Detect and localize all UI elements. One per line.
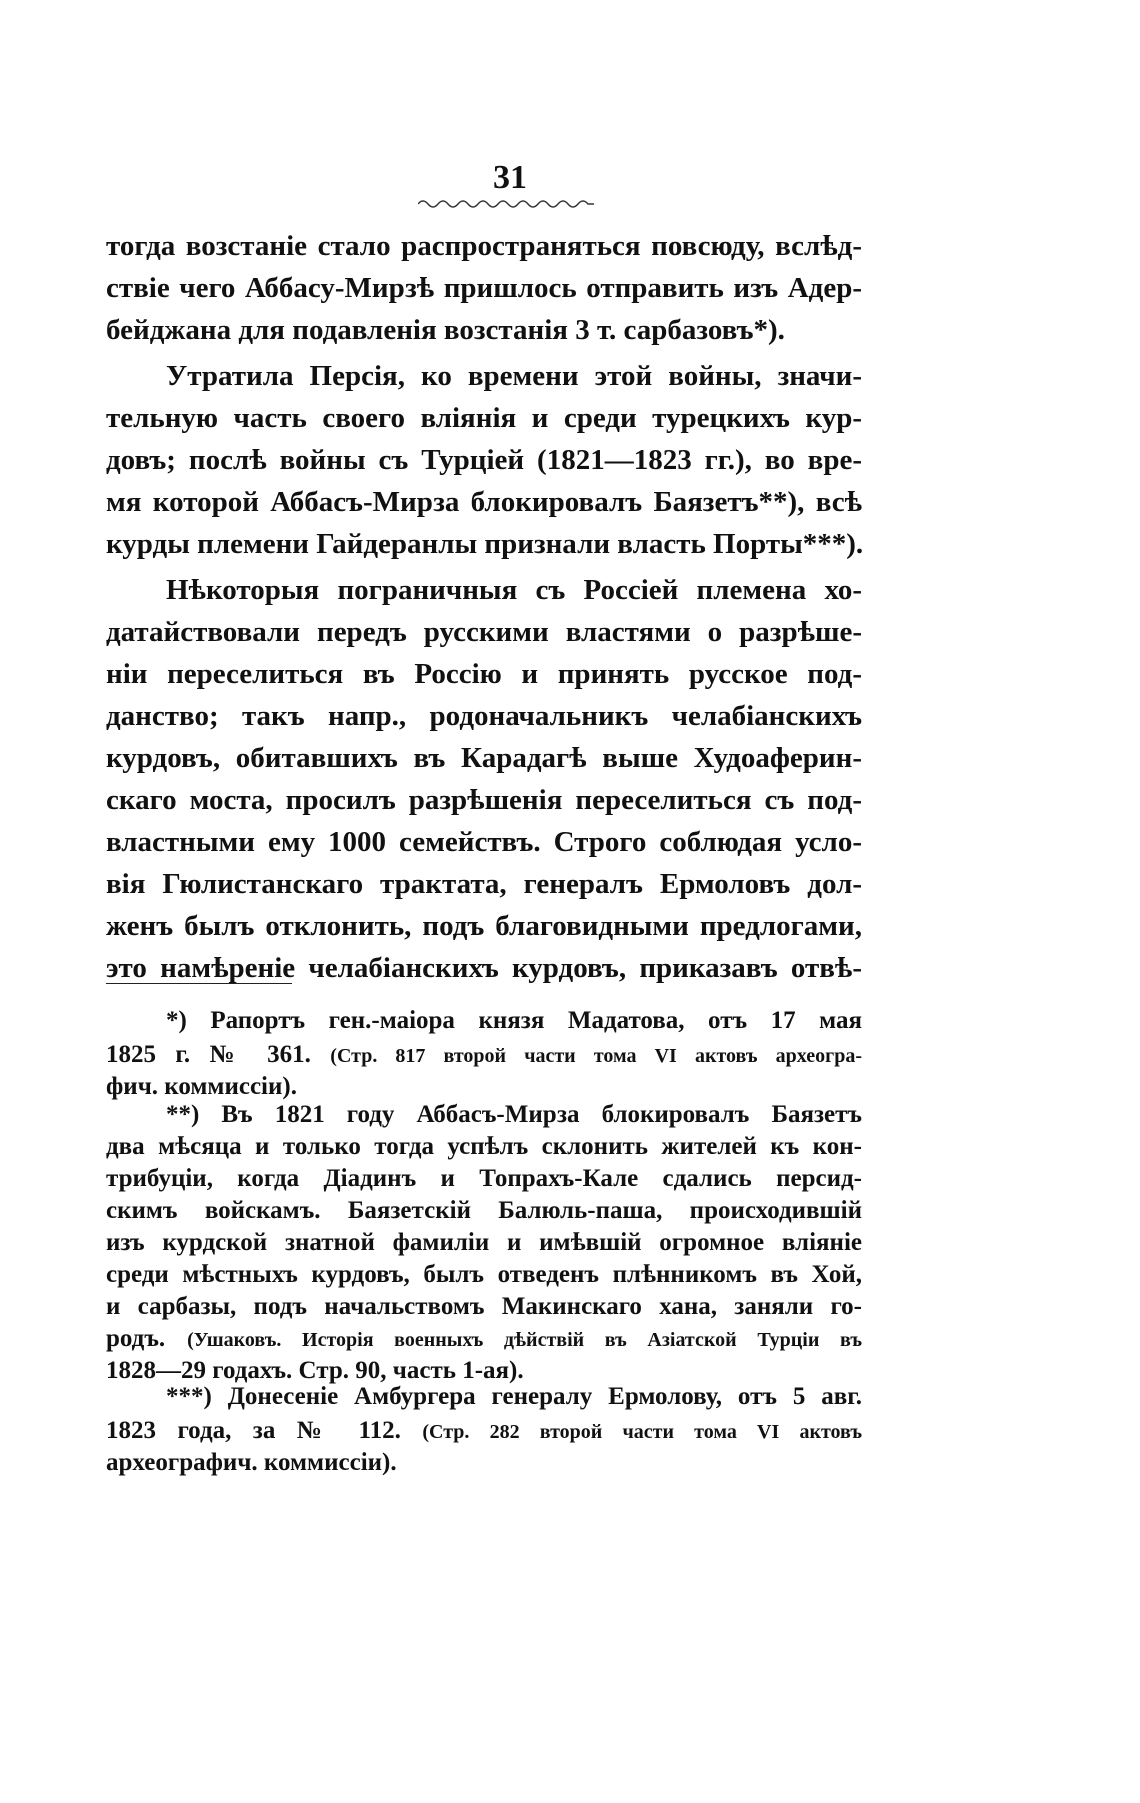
footnote-line-small: (Ушаковъ. Исторія военныхъ дѣйствій въ Азіатской Турціи въ [187,1329,862,1351]
body-line: данство; такъ напр., родоначальникъ челабіанскихъ [106,700,862,732]
footnote-line: изъ курдской знатной фамиліи и имѣвшій огромное вліяніе [106,1229,862,1256]
body-line: довъ; послѣ войны съ Турціей (1821—1823 гг.), во вре- [106,444,862,476]
footnote-line: 1828—29 годахъ. Стр. 90, часть 1-ая). [106,1357,524,1384]
footnote-line: и сарбазы, подъ начальствомъ Макинскаго хана, заняли го- [106,1293,862,1320]
footnote-line: *) Рапортъ ген.-маіора князя Мадатова, отъ 17 мая [166,1007,862,1034]
footnote-line: скимъ войскамъ. Баязетскій Балюль-паша, происходившій [106,1197,862,1224]
body-line: датайствовали передъ русскими властями о разрѣше- [106,616,862,648]
footnote-line [106,1324,862,1355]
footnote-line-small: (Стр. 817 второй части тома VI актовъ археогра- [330,1045,863,1067]
body-line: властными ему 1000 семействъ. Строго соблюдая усло- [106,826,862,858]
footnote-line: археографич. коммиссіи). [106,1449,397,1476]
footnote-line-main: 1823 года, за № 112. [106,1417,401,1444]
footnote-line: фич. коммиссіи). [106,1073,297,1100]
body-line: это намѣреніе челабіанскихъ курдовъ, приказавъ отвѣ- [106,952,862,984]
footnote-line: среди мѣстныхъ курдовъ, былъ отведенъ плѣнникомъ въ Хой, [106,1261,862,1288]
footnote-rule [106,983,292,984]
body-line: курдовъ, обитавшихъ въ Карадагѣ выше Худоаферин- [106,742,862,774]
body-line: скаго моста, просилъ разрѣшенія переселиться съ под- [106,784,862,816]
body-line: ніи переселиться въ Россію и принять русское под- [106,658,862,690]
body-line: тогда возстаніе стало распространяться повсюду, вслѣд- [106,230,862,262]
footnote-line-small: (Стр. 282 второй части тома VI актовъ [422,1421,862,1443]
footnote-line: трибуціи, когда Діадинъ и Топрахъ-Кале сдались персид- [106,1165,862,1192]
body-line: женъ былъ отклонить, подъ благовидными предлогами, [106,910,862,942]
body-line: мя которой Аббасъ-Мирза блокировалъ Баязетъ**), всѣ [106,486,862,518]
page-number-ornament [418,198,594,210]
body-line: ствіе чего Аббасу-Мирзѣ пришлось отправить изъ Адер- [106,272,862,304]
body-line: вія Гюлистанскаго трактата, генералъ Ермоловъ дол- [106,868,862,900]
body-line: тельную часть своего вліянія и среди турецкихъ кур- [106,402,862,434]
footnote-line-main: родъ. [106,1325,166,1352]
footnote-line [106,1040,862,1071]
footnote-line: **) Въ 1821 году Аббасъ-Мирза блокировалъ Баязетъ [166,1101,862,1128]
body-line: курды племени Гайдеранлы признали власть Порты***). [106,528,864,560]
footnote-line [106,1416,862,1447]
body-line: бейджана для подавленія возстанія 3 т. сарбазовъ*). [106,314,785,346]
footnote-line-main: 1825 г. № 361. [106,1041,311,1068]
body-line: Нѣкоторыя пограничныя съ Россіей племена хо- [166,574,862,606]
footnote-line: ***) Донесеніе Амбургера генералу Ермолову, отъ 5 авг. [166,1383,862,1410]
footnote-line: два мѣсяца и только тогда успѣлъ склонить жителей къ кон- [106,1133,862,1160]
body-line: Утратила Персія, ко времени этой войны, значи- [166,360,862,392]
page-number: 31 [493,159,527,196]
